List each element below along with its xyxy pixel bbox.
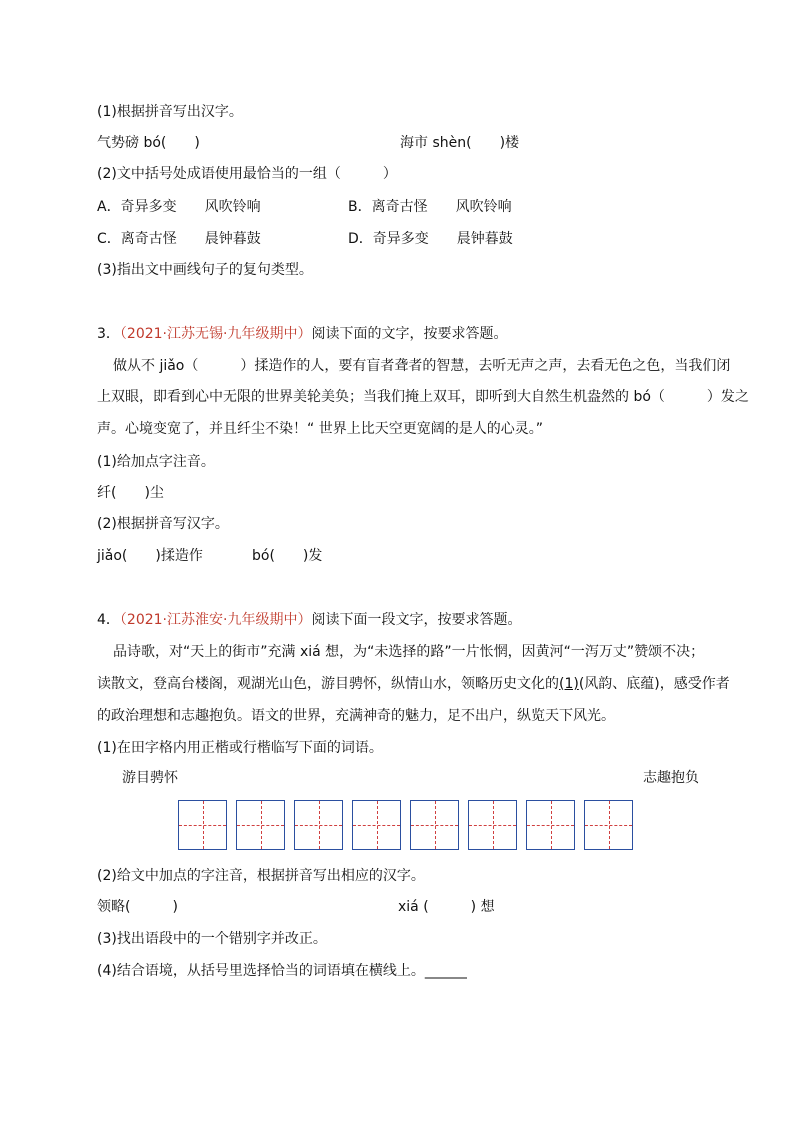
tianzige-cell[interactable] [584, 800, 633, 850]
question3-sub2-a: jiǎo( )揉造作 [97, 548, 203, 564]
prev-q2: (2)文中括号处成语使用最恰当的一组（ ） [97, 166, 397, 182]
question4-header [97, 610, 521, 630]
tianzige-cell[interactable] [526, 800, 575, 850]
option-d: D．奇异多变 晨钟暮鼓 [348, 231, 513, 247]
question3-sub1: (1)给加点字注音。 [97, 454, 215, 470]
question4-sub2-b: xiá ( ) 想 [398, 899, 495, 915]
question4-blank-1: (1) [559, 676, 579, 692]
tianzige-cell[interactable] [178, 800, 227, 850]
question4-sub2: (2)给文中加点的字注音，根据拼音写出相应的汉字。 [97, 868, 425, 884]
option-b: B．离奇古怪 风吹铃响 [348, 199, 512, 215]
question3-sub1-answer: 纤( )尘 [97, 485, 164, 501]
question4-passage-line2 [97, 674, 730, 694]
option-c: C．离奇古怪 晨钟暮鼓 [97, 231, 261, 247]
question4-passage-line3: 的政治理想和志趣抱负。语文的世界，充满神奇的魅力，足不出户，纵览天下风光。 [97, 708, 615, 724]
question3-number: 3． [97, 326, 120, 342]
question4-sub1: (1)在田字格内用正楷或行楷临写下面的词语。 [97, 740, 383, 756]
question3-prompt: 阅读下面的文字，按要求答题。 [311, 326, 508, 342]
question3-passage-line2: 上双眼，即看到心中无限的世界美轮美奂；当我们掩上双耳，即听到大自然生机盎然的 bó（ ）发之 [97, 389, 749, 405]
option-a: A．奇异多变 风吹铃响 [97, 199, 261, 215]
question3-source: （2021·江苏无锡·九年级期中） [119, 326, 312, 342]
question4-sub3: (3)找出语段中的一个错别字并改正。 [97, 931, 327, 947]
tianzige-cell[interactable] [294, 800, 343, 850]
question4-passage-line2-a: 读散文，登高台楼阁，观湖光山色，游目骋怀，纵情山水，领略历史文化的 [97, 676, 559, 692]
question3-sub2: (2)根据拼音写汉字。 [97, 516, 229, 532]
prev-q1-a: 气势磅 bó( ) [97, 135, 200, 151]
question3-sub2-b: bó( )发 [252, 548, 323, 564]
question4-source: （2021·江苏淮安·九年级期中） [119, 612, 312, 628]
copy-word-left: 游目骋怀 [122, 770, 178, 786]
prev-q1: (1)根据拼音写出汉字。 [97, 104, 243, 120]
question4-sub2-a: 领略( ) [97, 899, 178, 915]
tianzige-cell[interactable] [410, 800, 459, 850]
tianzige-cell[interactable] [468, 800, 517, 850]
copy-word-right: 志趣抱负 [643, 770, 699, 786]
tianzige-cell[interactable] [352, 800, 401, 850]
prev-q3: (3)指出文中画线句子的复句类型。 [97, 262, 313, 278]
question4-sub4: (4)结合语境，从括号里选择恰当的词语填在横线上。______ [97, 963, 467, 979]
question4-number: 4． [97, 612, 120, 628]
prev-q1-b: 海市 shèn( )楼 [400, 135, 520, 151]
question3-passage-line1: 做从不 jiǎo（ ）揉造作的人，要有盲者聋者的智慧，去听无声之声，去看无色之色，当我们闭 [113, 358, 731, 374]
question3-passage-line3: 声。心境变宽了，并且纤尘不染！“ 世界上比天空更宽阔的是人的心灵。” [97, 421, 543, 437]
tianzige-grid [178, 800, 633, 852]
question4-prompt: 阅读下面一段文字，按要求答题。 [311, 612, 522, 628]
question4-passage-line2-b: (风韵、底蕴)，感受作者 [578, 676, 730, 692]
question4-passage-line1: 品诗歌，对“天上的街市”充满 xiá 想，为“未选择的路”一片怅惘，因黄河“一泻万丈”赞颂不决； [113, 644, 705, 660]
question3-header [97, 324, 507, 344]
tianzige-cell[interactable] [236, 800, 285, 850]
